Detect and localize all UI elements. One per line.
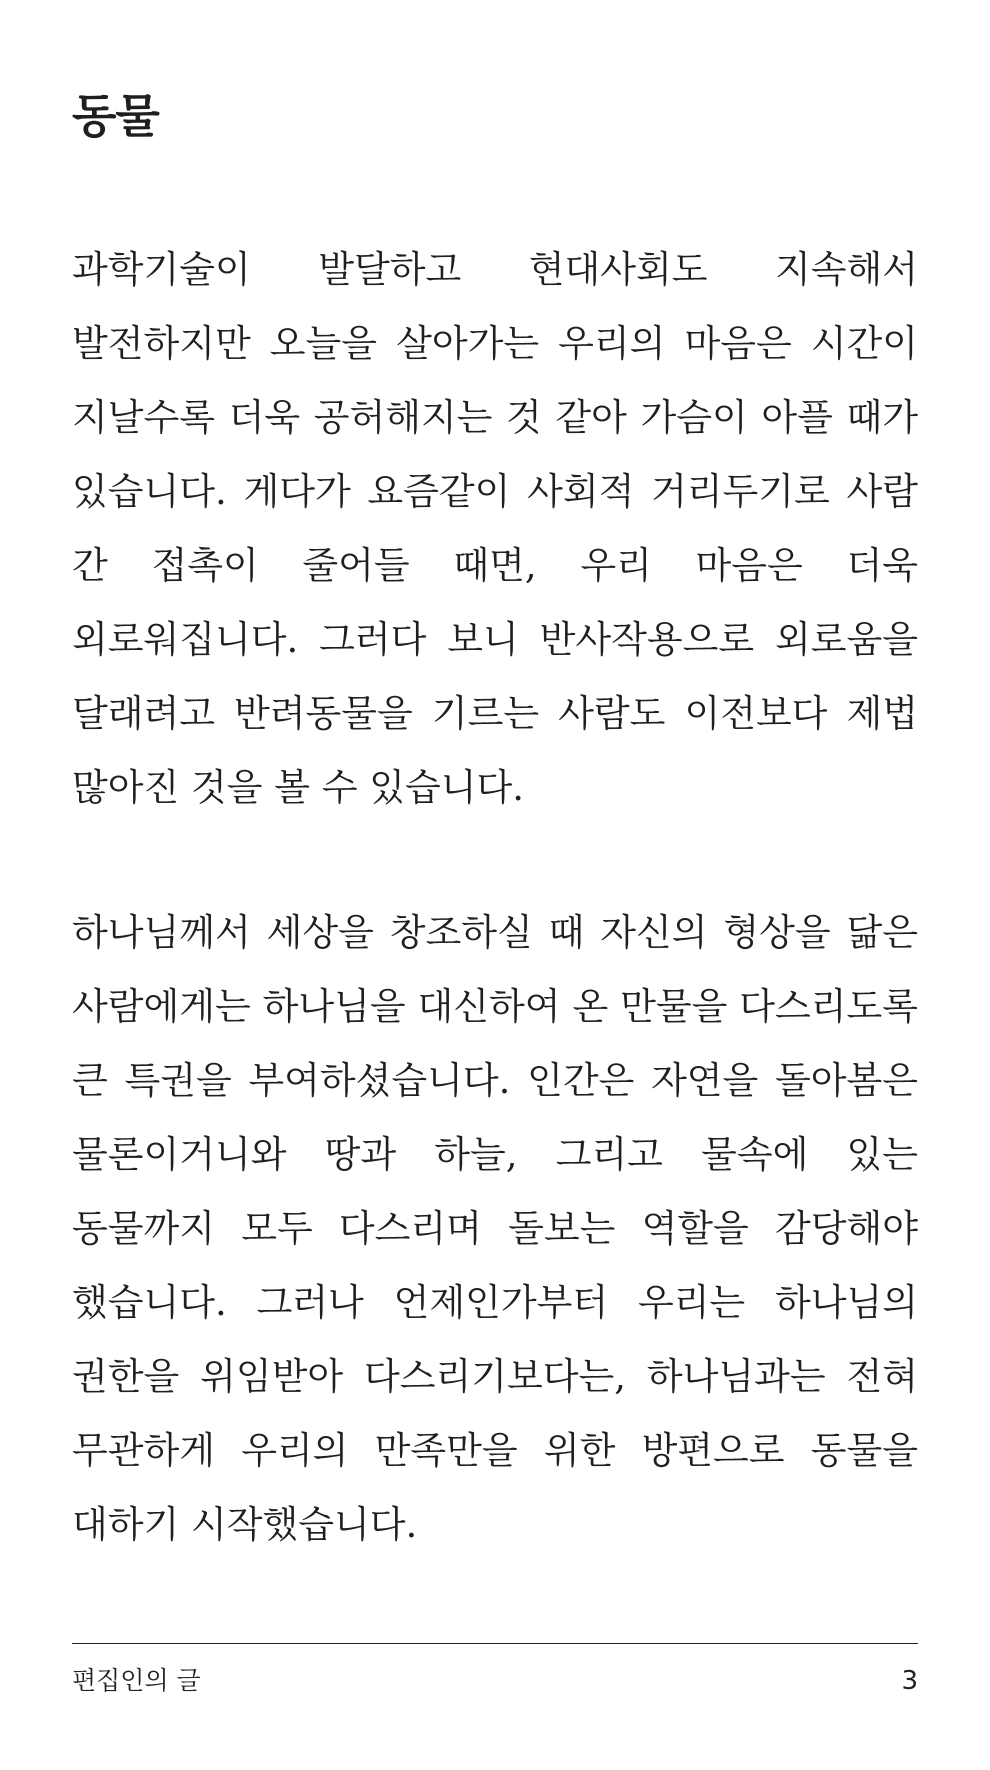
footer-section-label: 편집인의 글 xyxy=(72,1666,201,1695)
body-paragraph-2: 하나님께서 세상을 창조하실 때 자신의 형상을 닮은 사람에게는 하나님을 대신하여 온 만물을 다스리도록 큰 특권을 부여하셨습니다. 인간은 자연을 돌아봄은 물론이거니와 땅과 하늘, 그리고 물속에 있는 동물까지 모두 다스리며 돌보는 역할을 감당해야 했습니다. 그러나 언제인가부터 우리는 하나님의 권한을 위임받아 다스리기보다는, 하나님과는 전혀 무관하게 우리의 만족만을 위한 방편으로 동물을 대하기 시작했습니다. xyxy=(72,911,918,1546)
footer-divider xyxy=(72,1643,918,1644)
document-page xyxy=(72,0,918,1770)
body-paragraph-1: 과학기술이 발달하고 현대사회도 지속해서 발전하지만 오늘을 살아가는 우리의 마음은 시간이 지날수록 더욱 공허해지는 것 같아 가슴이 아플 때가 있습니다. 게다가 요즘같이 사회적 거리두기로 사람 간 접촉이 줄어들 때면, 우리 마음은 더욱 외로워집니다. 그러다 보니 반사작용으로 외로움을 달래려고 반려동물을 기르는 사람도 이전보다 제법 많아진 것을 볼 수 있습니다. xyxy=(72,248,918,809)
page-number: 3 xyxy=(901,1666,918,1696)
page-title: 동물 xyxy=(72,89,159,143)
